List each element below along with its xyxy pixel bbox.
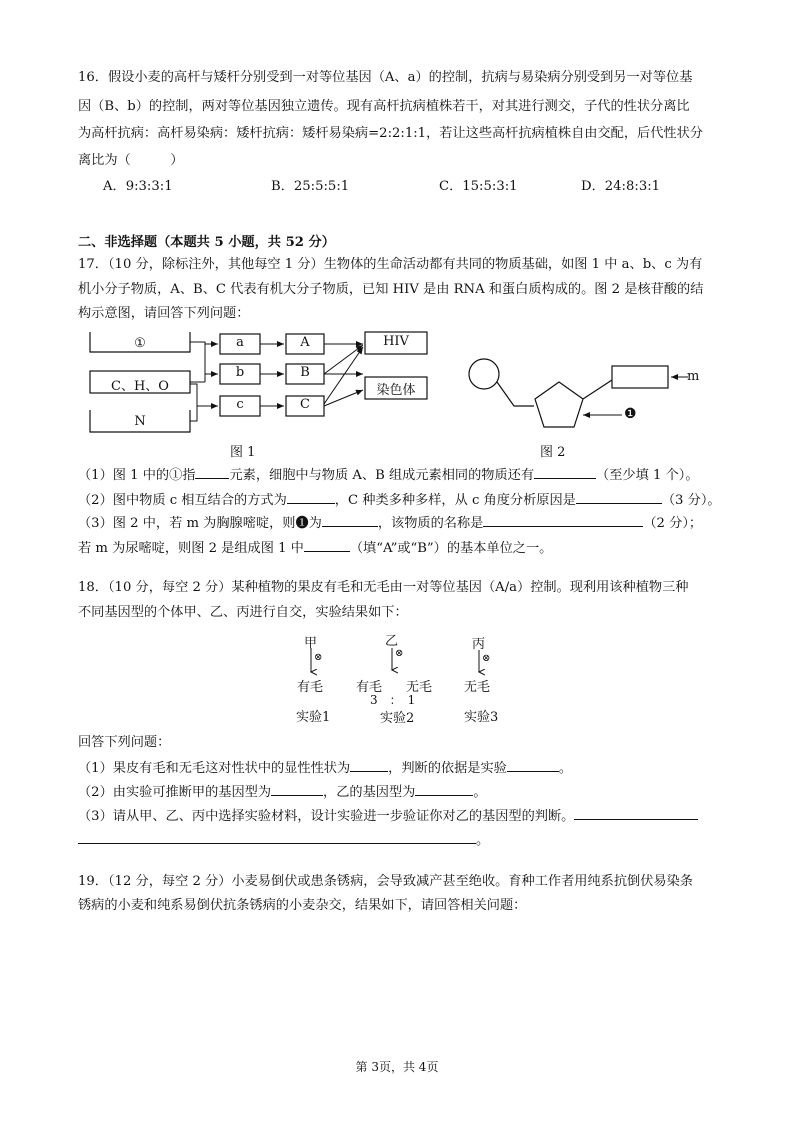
q18-sub2-text-c: 。 bbox=[473, 785, 487, 800]
q18-sub1-text-a: （1）果皮有毛和无毛这对性状中的显性性状为 bbox=[78, 761, 351, 776]
result-3: 无毛 bbox=[464, 680, 491, 695]
marker-1-label: ❶ bbox=[624, 406, 637, 422]
experiment-1-label: 实验1 bbox=[296, 710, 331, 725]
q16-line-1: 16．假设小麦的高杆与矮杆分别受到一对等位基因（A、a）的控制，抗病与易染病分别受到另一对等位基 bbox=[78, 70, 693, 85]
q18-sub3-end: 。 bbox=[476, 833, 490, 848]
q18-sub-3 bbox=[78, 806, 698, 825]
answer-blank[interactable] bbox=[576, 490, 662, 504]
molecule-label-b: b bbox=[235, 365, 245, 380]
q18-line-1: 18．（10 分，每空 2 分）某种植物的果皮有毛和无毛由一对等位基因（A/a）控制。现利用该种植物三种 bbox=[78, 580, 689, 595]
q17-sub3-text-a: （3）图 2 中，若 m 为胸腺嘧啶，则❶为 bbox=[78, 516, 322, 531]
q17-sub3-text-c: （2 分）； bbox=[643, 516, 703, 531]
plant-jia: 甲 bbox=[304, 636, 318, 651]
q18-intro: 回答下列问题： bbox=[78, 735, 171, 750]
molecule-label-c: c bbox=[236, 397, 244, 412]
q16-line-2: 因（B、b）的控制，两对等位基因独立遗传。现有高杆抗病植株若干，对其进行测交，子代的性状分离比 bbox=[78, 99, 690, 114]
q18-sub2-text-b: ，乙的基因型为 bbox=[323, 785, 416, 800]
answer-blank[interactable] bbox=[287, 490, 335, 504]
self-cross-symbol: ⊗ bbox=[482, 653, 491, 664]
q17-sub1-text-c: （至少填 1 个）。 bbox=[596, 468, 699, 483]
q17-sub-2 bbox=[78, 490, 721, 509]
q17-sub3b-text-a: 若 m 为尿嘧啶，则图 2 是组成图 1 中 bbox=[78, 541, 304, 556]
answer-blank[interactable] bbox=[304, 538, 350, 552]
figure-1-caption: 图 1 bbox=[230, 445, 256, 460]
q16-option-c: C．15:5:3:1 bbox=[439, 179, 518, 194]
self-cross-symbol: ⊗ bbox=[314, 652, 323, 663]
macro-label-b: B bbox=[300, 365, 310, 380]
q18-sub-3-cont bbox=[78, 830, 489, 849]
q18-sub3-text-a: （3）请从甲、乙、丙中选择实验材料，设计实验进一步验证你对乙的基因型的判断。 bbox=[78, 809, 575, 824]
q19-line-1: 19．（12 分，每空 2 分）小麦易倒伏或患条锈病，会导致减产甚至绝收。育种工作者用纯系抗倒伏易染条 bbox=[78, 874, 693, 889]
q18-sub1-text-b: ，判断的依据是实验 bbox=[388, 761, 507, 776]
pentose-pentagon bbox=[535, 382, 583, 427]
q17-sub3-text-b: ，该物质的名称是 bbox=[377, 516, 484, 531]
macro-label-c: C bbox=[300, 397, 310, 412]
answer-blank[interactable] bbox=[415, 782, 473, 796]
q18-sub1-text-c: 。 bbox=[558, 761, 573, 776]
q19-line-2: 锈病的小麦和纯系易倒伏抗条锈病的小麦杂交，结果如下，请回答相关问题： bbox=[78, 898, 527, 913]
q17-sub3b-text-b: （填“A”或“B”）的基本单位之一。 bbox=[349, 541, 553, 556]
q18-sub2-text-a: （2）由实验可推断甲的基因型为 bbox=[78, 785, 272, 800]
answer-blank[interactable] bbox=[271, 782, 323, 796]
q17-sub1-text-b: 元素，细胞中与物质 A、B 组成元素相同的物质还有 bbox=[229, 468, 535, 483]
q16-option-b: B．25:5:5:1 bbox=[271, 179, 350, 194]
q17-sub-3b bbox=[78, 538, 552, 557]
q17-sub2-text-c: （3 分）。 bbox=[661, 493, 721, 508]
q17-line-2: 机小分子物质，A、B、C 代表有机大分子物质，已知 HIV 是由 RNA 和蛋白质构成的。图 2 是核苷酸的结 bbox=[78, 282, 704, 297]
result-ratio: 3 ： 1 bbox=[370, 693, 416, 707]
experiment-2-label: 实验2 bbox=[380, 711, 415, 726]
molecule-label-a: a bbox=[236, 335, 244, 350]
page-footer: 第 3页，共 4页 bbox=[355, 1060, 439, 1074]
q17-line-1: 17．（10 分，除标注外，其他每空 1 分）生物体的生命活动都有共同的物质基础，如图 1 中 a、b、c 为有 bbox=[78, 257, 703, 272]
q18-sub-2 bbox=[78, 782, 487, 801]
element-label-chono: C、H、O bbox=[111, 379, 169, 394]
answer-blank[interactable] bbox=[78, 830, 476, 844]
figure-2-diagram bbox=[462, 350, 712, 440]
plant-yi: 乙 bbox=[385, 634, 399, 649]
chromosome-label: 染色体 bbox=[376, 383, 416, 398]
q16-line-3: 为高杆抗病：高杆易染病：矮杆抗病：矮杆易染病=2:2:1:1，若让这些高杆抗病植株自由交配，后代性状分 bbox=[78, 126, 703, 141]
q16-option-a: A．9:3:3:1 bbox=[103, 179, 173, 194]
m-label: m bbox=[687, 369, 700, 384]
macro-label-a: A bbox=[300, 335, 310, 350]
hiv-label: HIV bbox=[383, 334, 409, 349]
self-cross-symbol: ⊗ bbox=[395, 648, 404, 659]
answer-blank[interactable] bbox=[350, 758, 388, 772]
q17-sub2-text-a: （2）图中物质 c 相互结合的方式为 bbox=[78, 493, 287, 508]
q16-option-d: D．24:8:3:1 bbox=[581, 179, 661, 194]
q18-sub-1 bbox=[78, 758, 572, 777]
base-box bbox=[612, 366, 668, 388]
element-label-1: ① bbox=[134, 336, 146, 351]
answer-blank[interactable] bbox=[483, 513, 643, 527]
section-heading: 二、非选择题（本题共 5 小题，共 52 分） bbox=[78, 235, 335, 250]
answer-blank[interactable] bbox=[507, 758, 559, 772]
plant-bing: 丙 bbox=[472, 637, 486, 652]
q17-line-3: 构示意图，请回答下列问题： bbox=[78, 306, 250, 321]
phosphate-circle bbox=[469, 359, 499, 389]
experiment-3-label: 实验3 bbox=[464, 710, 499, 725]
q17-sub-1 bbox=[78, 465, 699, 484]
result-2a: 有毛 bbox=[356, 680, 383, 695]
q17-sub2-text-b: ，C 种类多种多样，从 c 角度分析原因是 bbox=[334, 493, 576, 508]
q17-sub1-text-a: （1）图 1 中的①指 bbox=[78, 468, 196, 483]
q18-line-2: 不同基因型的个体甲、乙、丙进行自交，实验结果如下： bbox=[78, 605, 408, 620]
q16-line-4: 离比为（ ） bbox=[78, 153, 184, 168]
q17-sub-3 bbox=[78, 513, 702, 532]
answer-blank[interactable] bbox=[574, 806, 698, 820]
result-2b: 无毛 bbox=[406, 680, 433, 695]
figure-2-caption: 图 2 bbox=[540, 445, 566, 460]
answer-blank[interactable] bbox=[195, 465, 229, 479]
answer-blank[interactable] bbox=[534, 465, 596, 479]
answer-blank[interactable] bbox=[322, 513, 378, 527]
result-1: 有毛 bbox=[297, 680, 324, 695]
element-label-n: N bbox=[134, 414, 146, 429]
